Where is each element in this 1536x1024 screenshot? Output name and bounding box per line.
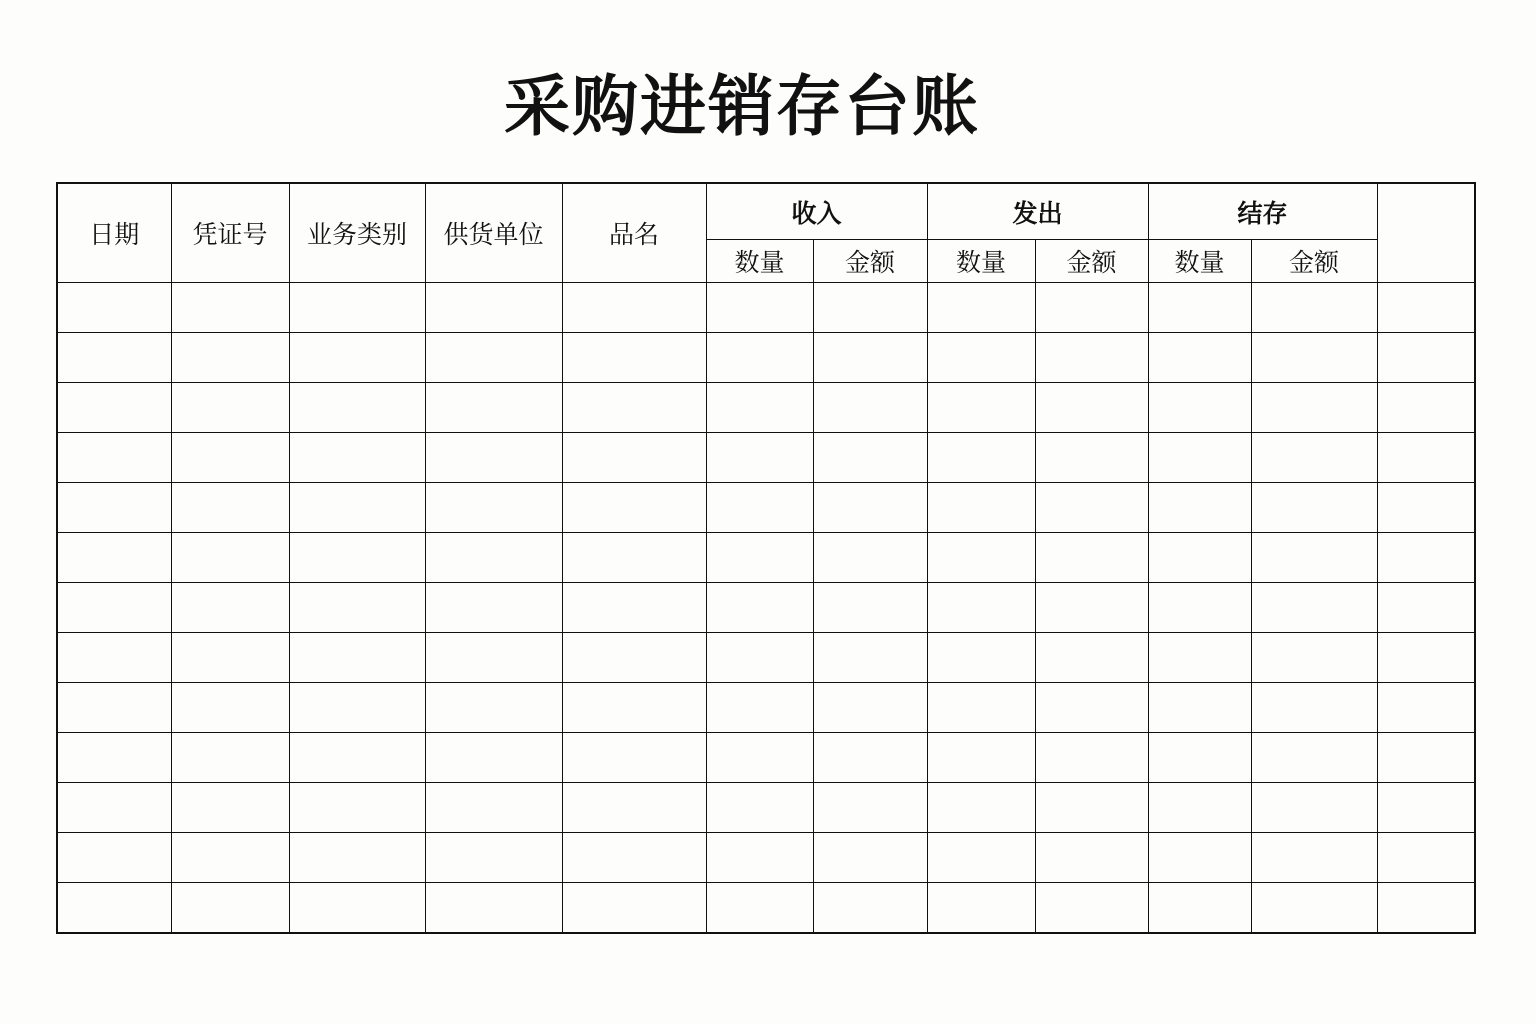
table-cell[interactable] bbox=[1377, 833, 1475, 883]
table-cell[interactable] bbox=[927, 533, 1035, 583]
table-cell[interactable] bbox=[57, 883, 171, 934]
table-cell[interactable] bbox=[706, 533, 813, 583]
table-cell[interactable] bbox=[171, 583, 289, 633]
table-cell[interactable] bbox=[425, 583, 562, 633]
table-row bbox=[57, 883, 1475, 934]
table-row bbox=[57, 533, 1475, 583]
table-cell[interactable] bbox=[1251, 533, 1377, 583]
table-cell[interactable] bbox=[425, 883, 562, 934]
table-cell[interactable] bbox=[562, 883, 706, 934]
group-header-issue: 发出 bbox=[927, 183, 1148, 240]
table-cell[interactable] bbox=[425, 383, 562, 433]
table-body bbox=[57, 283, 1475, 934]
table-cell[interactable] bbox=[706, 883, 813, 934]
table-cell[interactable] bbox=[1148, 483, 1251, 533]
table-row bbox=[57, 733, 1475, 783]
table-row bbox=[57, 383, 1475, 433]
table-cell[interactable] bbox=[706, 733, 813, 783]
table-cell[interactable] bbox=[1377, 383, 1475, 433]
table-cell[interactable] bbox=[562, 483, 706, 533]
table-cell[interactable] bbox=[289, 733, 425, 783]
table-cell[interactable] bbox=[1377, 733, 1475, 783]
table-cell[interactable] bbox=[1035, 633, 1148, 683]
table-cell[interactable] bbox=[57, 533, 171, 583]
table-cell[interactable] bbox=[927, 483, 1035, 533]
table-cell[interactable] bbox=[927, 733, 1035, 783]
column-header-supplier: 供货单位 bbox=[425, 183, 562, 283]
table-cell[interactable] bbox=[562, 583, 706, 633]
table-cell[interactable] bbox=[706, 383, 813, 433]
table-cell[interactable] bbox=[57, 833, 171, 883]
table-cell[interactable] bbox=[171, 283, 289, 333]
table-cell[interactable] bbox=[813, 283, 927, 333]
table-cell[interactable] bbox=[171, 433, 289, 483]
table-cell[interactable] bbox=[1377, 333, 1475, 383]
table-cell[interactable] bbox=[1377, 783, 1475, 833]
table-cell[interactable] bbox=[927, 433, 1035, 483]
subheader-income-amount: 金额 bbox=[813, 240, 927, 283]
table-cell[interactable] bbox=[706, 683, 813, 733]
table-cell[interactable] bbox=[927, 883, 1035, 934]
group-header-income: 收入 bbox=[706, 183, 927, 240]
table-cell[interactable] bbox=[171, 533, 289, 583]
table-cell[interactable] bbox=[562, 733, 706, 783]
table-cell[interactable] bbox=[425, 833, 562, 883]
table-cell[interactable] bbox=[289, 883, 425, 934]
ledger-table bbox=[56, 182, 1476, 934]
table-row bbox=[57, 483, 1475, 533]
subheader-issue-amount: 金额 bbox=[1035, 240, 1148, 283]
table-cell[interactable] bbox=[706, 483, 813, 533]
table-cell[interactable] bbox=[57, 283, 171, 333]
table-cell[interactable] bbox=[927, 333, 1035, 383]
table-cell[interactable] bbox=[289, 783, 425, 833]
header-row-1 bbox=[57, 183, 1475, 240]
table-row bbox=[57, 583, 1475, 633]
table-cell[interactable] bbox=[1035, 783, 1148, 833]
table-cell[interactable] bbox=[813, 783, 927, 833]
table-cell[interactable] bbox=[813, 883, 927, 934]
table-row bbox=[57, 683, 1475, 733]
table-cell[interactable] bbox=[562, 333, 706, 383]
table-cell[interactable] bbox=[425, 683, 562, 733]
table-cell[interactable] bbox=[1148, 433, 1251, 483]
table-cell[interactable] bbox=[1251, 433, 1377, 483]
table-cell[interactable] bbox=[1035, 883, 1148, 934]
table-cell[interactable] bbox=[425, 783, 562, 833]
subheader-balance-amount: 金额 bbox=[1251, 240, 1377, 283]
table-cell[interactable] bbox=[1251, 333, 1377, 383]
table-cell[interactable] bbox=[1377, 583, 1475, 633]
table-cell[interactable] bbox=[1148, 383, 1251, 433]
table-cell[interactable] bbox=[1251, 833, 1377, 883]
table-cell[interactable] bbox=[171, 483, 289, 533]
table-cell[interactable] bbox=[562, 683, 706, 733]
table-cell[interactable] bbox=[813, 833, 927, 883]
table-cell[interactable] bbox=[1377, 533, 1475, 583]
table-cell[interactable] bbox=[706, 333, 813, 383]
table-header bbox=[57, 183, 1475, 283]
table-cell[interactable] bbox=[706, 633, 813, 683]
table-cell[interactable] bbox=[57, 733, 171, 783]
table-cell[interactable] bbox=[1377, 283, 1475, 333]
table-cell[interactable] bbox=[1035, 383, 1148, 433]
table-cell[interactable] bbox=[1251, 633, 1377, 683]
table-cell[interactable] bbox=[1035, 533, 1148, 583]
table-cell[interactable] bbox=[289, 583, 425, 633]
table-cell[interactable] bbox=[562, 283, 706, 333]
subheader-balance-quantity: 数量 bbox=[1148, 240, 1251, 283]
table-cell[interactable] bbox=[1148, 883, 1251, 934]
table-cell[interactable] bbox=[171, 333, 289, 383]
table-cell[interactable] bbox=[57, 333, 171, 383]
table-cell[interactable] bbox=[1148, 283, 1251, 333]
table-cell[interactable] bbox=[927, 683, 1035, 733]
group-header-balance: 结存 bbox=[1148, 183, 1377, 240]
column-header-date: 日期 bbox=[57, 183, 171, 283]
table-cell[interactable] bbox=[813, 533, 927, 583]
table-cell[interactable] bbox=[1148, 683, 1251, 733]
table-cell[interactable] bbox=[927, 783, 1035, 833]
table-cell[interactable] bbox=[813, 683, 927, 733]
table-cell[interactable] bbox=[57, 633, 171, 683]
table-cell[interactable] bbox=[57, 783, 171, 833]
table-cell[interactable] bbox=[425, 283, 562, 333]
table-cell[interactable] bbox=[927, 383, 1035, 433]
table-cell[interactable] bbox=[562, 633, 706, 683]
table-cell[interactable] bbox=[57, 583, 171, 633]
subheader-issue-quantity: 数量 bbox=[927, 240, 1035, 283]
table-cell[interactable] bbox=[1251, 383, 1377, 433]
table-row bbox=[57, 333, 1475, 383]
table-cell[interactable] bbox=[425, 483, 562, 533]
table-cell[interactable] bbox=[1035, 483, 1148, 533]
table-cell[interactable] bbox=[1148, 583, 1251, 633]
table-cell[interactable] bbox=[1148, 833, 1251, 883]
table-cell[interactable] bbox=[289, 483, 425, 533]
table-cell[interactable] bbox=[1251, 683, 1377, 733]
table-cell[interactable] bbox=[1035, 433, 1148, 483]
table-cell[interactable] bbox=[1035, 733, 1148, 783]
table-cell[interactable] bbox=[706, 433, 813, 483]
table-cell[interactable] bbox=[1377, 633, 1475, 683]
table-cell[interactable] bbox=[1377, 683, 1475, 733]
table-cell[interactable] bbox=[289, 333, 425, 383]
table-cell[interactable] bbox=[171, 833, 289, 883]
table-cell[interactable] bbox=[813, 733, 927, 783]
table-cell[interactable] bbox=[289, 633, 425, 683]
table-cell[interactable] bbox=[171, 383, 289, 433]
table-cell[interactable] bbox=[706, 783, 813, 833]
column-header-voucher-no: 凭证号 bbox=[171, 183, 289, 283]
table-cell[interactable] bbox=[1035, 683, 1148, 733]
table-cell[interactable] bbox=[706, 833, 813, 883]
table-cell[interactable] bbox=[171, 683, 289, 733]
table-row bbox=[57, 833, 1475, 883]
table-cell[interactable] bbox=[289, 433, 425, 483]
table-cell[interactable] bbox=[57, 483, 171, 533]
table-cell[interactable] bbox=[289, 533, 425, 583]
table-cell[interactable] bbox=[1251, 283, 1377, 333]
table-cell[interactable] bbox=[927, 833, 1035, 883]
table-cell[interactable] bbox=[171, 633, 289, 683]
table-cell[interactable] bbox=[706, 583, 813, 633]
column-header-product-name: 品名 bbox=[562, 183, 706, 283]
table-cell[interactable] bbox=[813, 433, 927, 483]
table-cell[interactable] bbox=[1251, 783, 1377, 833]
table-cell[interactable] bbox=[1148, 783, 1251, 833]
subheader-income-quantity: 数量 bbox=[706, 240, 813, 283]
table-row bbox=[57, 633, 1475, 683]
table-cell[interactable] bbox=[1251, 583, 1377, 633]
table-cell[interactable] bbox=[562, 533, 706, 583]
table-cell[interactable] bbox=[927, 583, 1035, 633]
table-cell[interactable] bbox=[1148, 733, 1251, 783]
table-cell[interactable] bbox=[562, 383, 706, 433]
table-cell[interactable] bbox=[425, 633, 562, 683]
table-cell[interactable] bbox=[562, 833, 706, 883]
table-cell[interactable] bbox=[57, 683, 171, 733]
table-cell[interactable] bbox=[1251, 883, 1377, 934]
table-cell[interactable] bbox=[1035, 833, 1148, 883]
table-cell[interactable] bbox=[425, 733, 562, 783]
table-cell[interactable] bbox=[1148, 533, 1251, 583]
table-cell[interactable] bbox=[706, 283, 813, 333]
table-cell[interactable] bbox=[289, 283, 425, 333]
table-cell[interactable] bbox=[1377, 883, 1475, 934]
table-cell[interactable] bbox=[1251, 483, 1377, 533]
table-cell[interactable] bbox=[425, 533, 562, 583]
table-cell[interactable] bbox=[1148, 333, 1251, 383]
table-cell[interactable] bbox=[1377, 483, 1475, 533]
table-cell[interactable] bbox=[289, 833, 425, 883]
table-cell[interactable] bbox=[171, 783, 289, 833]
table-cell[interactable] bbox=[289, 683, 425, 733]
table-cell[interactable] bbox=[927, 283, 1035, 333]
table-cell[interactable] bbox=[562, 783, 706, 833]
table-cell[interactable] bbox=[425, 433, 562, 483]
table-cell[interactable] bbox=[425, 333, 562, 383]
page-title: 采购进销存台账 bbox=[504, 68, 980, 145]
table-cell[interactable] bbox=[1035, 333, 1148, 383]
table-row bbox=[57, 433, 1475, 483]
table-cell[interactable] bbox=[813, 633, 927, 683]
table-cell[interactable] bbox=[171, 883, 289, 934]
table-cell[interactable] bbox=[813, 483, 927, 533]
table-cell[interactable] bbox=[171, 733, 289, 783]
table-cell[interactable] bbox=[813, 583, 927, 633]
table-cell[interactable] bbox=[57, 383, 171, 433]
table-cell[interactable] bbox=[289, 383, 425, 433]
table-cell[interactable] bbox=[927, 633, 1035, 683]
table-row bbox=[57, 283, 1475, 333]
table-cell[interactable] bbox=[1035, 583, 1148, 633]
table-cell[interactable] bbox=[562, 433, 706, 483]
column-header-extra bbox=[1377, 183, 1475, 283]
table-row bbox=[57, 783, 1475, 833]
table-cell[interactable] bbox=[1035, 283, 1148, 333]
column-header-business-type: 业务类别 bbox=[289, 183, 425, 283]
table-cell[interactable] bbox=[1148, 633, 1251, 683]
table-cell[interactable] bbox=[1251, 733, 1377, 783]
table-cell[interactable] bbox=[57, 433, 171, 483]
table-cell[interactable] bbox=[813, 383, 927, 433]
table-cell[interactable] bbox=[813, 333, 927, 383]
table-cell[interactable] bbox=[1377, 433, 1475, 483]
